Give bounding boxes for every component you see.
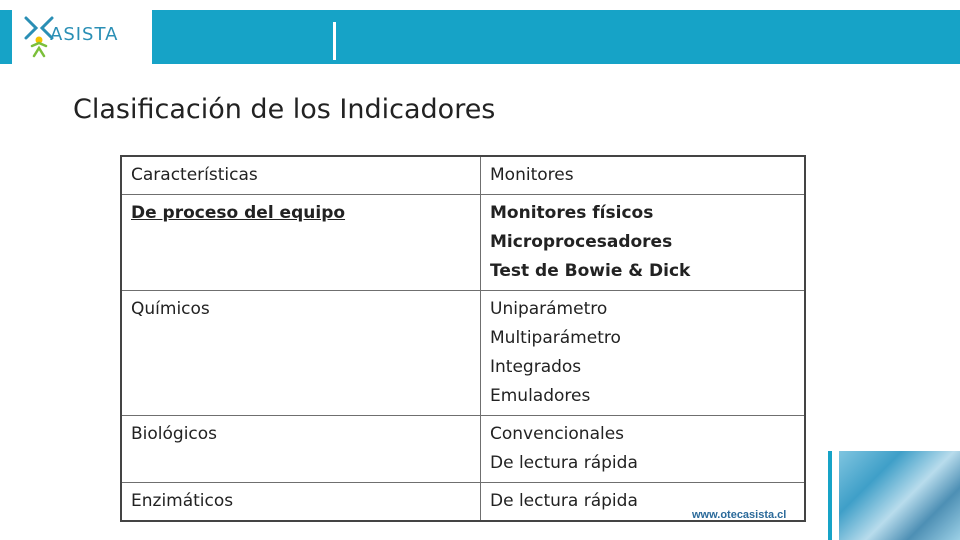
monitor-item: Convencionales [490, 424, 625, 444]
header-cell-characteristics: Características [121, 156, 481, 195]
category-cell: Biológicos [121, 416, 481, 483]
header-bar [152, 10, 960, 64]
header-divider [333, 22, 336, 60]
table-row [121, 416, 805, 483]
monitor-item: Multiparámetro [490, 328, 621, 348]
medical-photo [839, 451, 960, 540]
category-cell: Enzimáticos [121, 483, 481, 522]
header-cell-monitors: Monitores [481, 156, 806, 195]
category-cell: De proceso del equipo [131, 203, 346, 223]
category-cell: Químicos [121, 291, 481, 416]
page-title: Clasificación de los Indicadores [73, 94, 496, 125]
logo [12, 8, 152, 64]
monitor-item: Uniparámetro [490, 299, 608, 319]
table-row [121, 195, 805, 291]
table-header-row [121, 156, 805, 195]
table-row [121, 291, 805, 416]
monitor-item: De lectura rápida [490, 491, 638, 511]
monitor-item: Microprocesadores [490, 232, 673, 252]
monitor-item: Monitores físicos [490, 203, 654, 223]
logo-text: ASISTA [50, 24, 119, 45]
photo-accent-bar [828, 451, 832, 540]
monitor-item: Integrados [490, 357, 582, 377]
header-left-stripe [0, 10, 12, 64]
website-link: www.otecasista.cl [692, 509, 787, 521]
monitor-item: Emuladores [490, 386, 591, 406]
monitor-item: De lectura rápida [490, 453, 638, 473]
monitor-item: Test de Bowie & Dick [490, 261, 691, 281]
indicators-table [120, 155, 806, 522]
